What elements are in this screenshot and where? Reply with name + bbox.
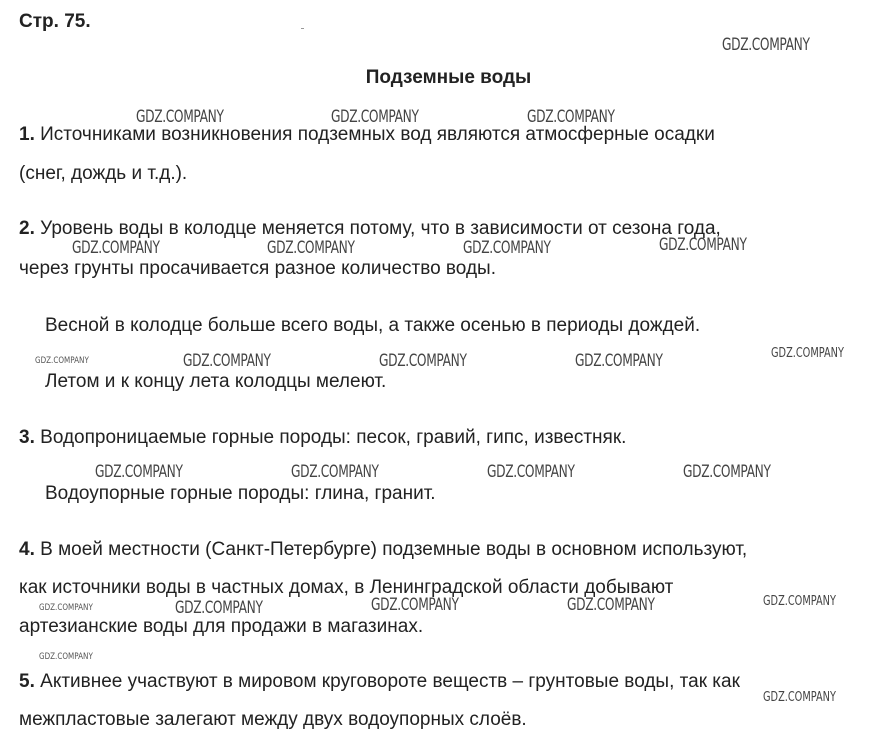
- answer-text: В моей местности (Санкт-Петербурге) подземные воды в основном используют,: [40, 539, 748, 560]
- watermark: GDZ.COMPANY: [763, 594, 836, 609]
- answer-3-line-1: [19, 426, 626, 450]
- stray-dot: [301, 28, 304, 29]
- watermark: GDZ.COMPANY: [267, 238, 355, 258]
- watermark: GDZ.COMPANY: [39, 603, 93, 613]
- answer-2-line-4: Летом и к концу лета колодцы мелеют.: [45, 371, 387, 392]
- watermark: GDZ.COMPANY: [136, 107, 224, 127]
- watermark: GDZ.COMPANY: [39, 652, 93, 662]
- answer-text: Источниками возникновения подземных вод являются атмосферные осадки: [40, 124, 715, 145]
- answer-5-line-1: [19, 670, 740, 694]
- watermark: GDZ.COMPANY: [371, 595, 459, 615]
- page-number: Стр. 75.: [19, 11, 91, 32]
- answer-2-line-2: через грунты просачивается разное количество воды.: [19, 258, 496, 279]
- answer-number: 2.: [19, 218, 35, 239]
- watermark: GDZ.COMPANY: [72, 238, 160, 258]
- page-title: Подземные воды: [365, 67, 532, 88]
- watermark: GDZ.COMPANY: [487, 462, 575, 482]
- answer-1-line-2: (снег, дождь и т.д.).: [19, 163, 188, 184]
- watermark: GDZ.COMPANY: [175, 598, 263, 618]
- answer-4-line-2: как источники воды в частных домах, в Ленинградской области добывают: [19, 577, 674, 598]
- answer-number: 4.: [19, 539, 35, 560]
- watermark: GDZ.COMPANY: [463, 238, 551, 258]
- answer-5-line-2: межпластовые залегают между двух водоупорных слоёв.: [19, 709, 527, 730]
- answer-number: 3.: [19, 427, 35, 448]
- watermark: GDZ.COMPANY: [763, 690, 836, 705]
- answer-number: 1.: [19, 124, 35, 145]
- answer-2-line-3: Весной в колодце больше всего воды, а также осенью в периоды дождей.: [45, 315, 701, 336]
- answer-text: Водопроницаемые горные породы: песок, гравий, гипс, известняк.: [40, 427, 627, 448]
- watermark: GDZ.COMPANY: [291, 462, 379, 482]
- watermark: GDZ.COMPANY: [527, 107, 615, 127]
- watermark: GDZ.COMPANY: [567, 595, 655, 615]
- answer-4-line-3: артезианские воды для продажи в магазинах.: [19, 616, 424, 637]
- watermark: GDZ.COMPANY: [575, 351, 663, 371]
- watermark: GDZ.COMPANY: [331, 107, 419, 127]
- answer-text: Активнее участвуют в мировом круговороте веществ – грунтовые воды, так как: [40, 671, 740, 692]
- answer-number: 5.: [19, 671, 35, 692]
- answer-4-line-1: [19, 538, 747, 562]
- watermark: GDZ.COMPANY: [659, 235, 747, 255]
- watermark: GDZ.COMPANY: [683, 462, 771, 482]
- watermark: GDZ.COMPANY: [722, 35, 810, 55]
- answer-text: Уровень воды в колодце меняется потому, что в зависимости от сезона года,: [40, 218, 721, 239]
- answer-3-line-2: Водоупорные горные породы: глина, гранит.: [45, 483, 436, 504]
- watermark: GDZ.COMPANY: [95, 462, 183, 482]
- watermark: GDZ.COMPANY: [771, 346, 844, 361]
- watermark: GDZ.COMPANY: [379, 351, 467, 371]
- watermark: GDZ.COMPANY: [35, 356, 89, 366]
- watermark: GDZ.COMPANY: [183, 351, 271, 371]
